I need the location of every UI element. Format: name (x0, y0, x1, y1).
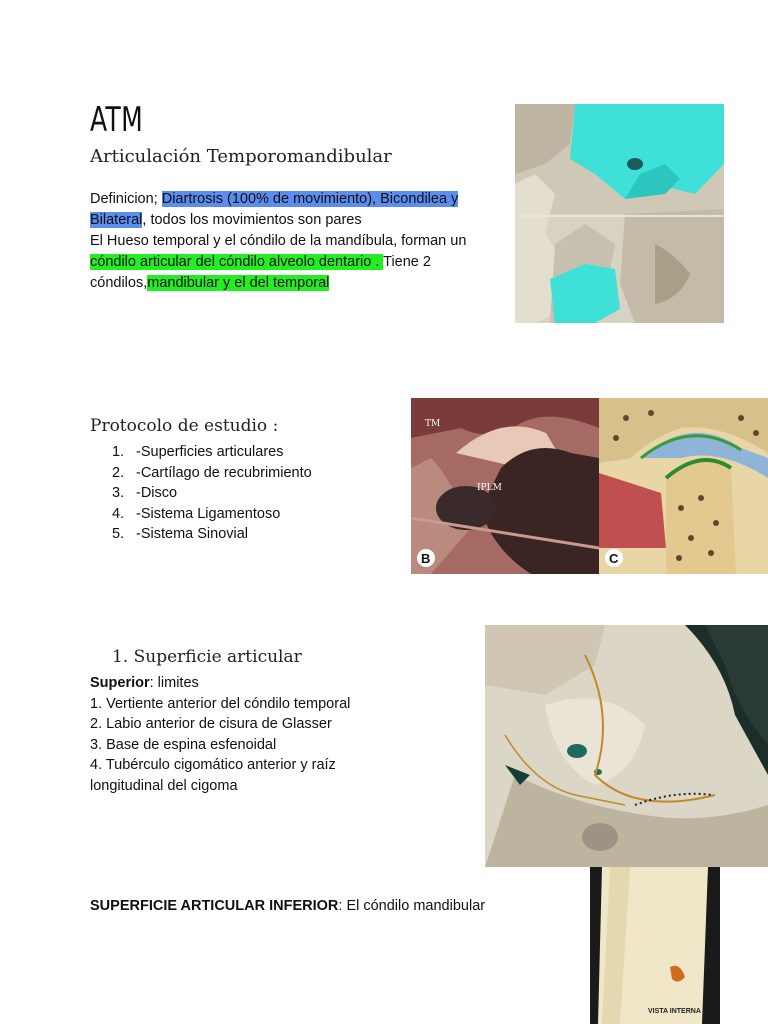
intro-text: El Hueso temporal y el cóndilo de la mandíbula, forman un (90, 233, 467, 249)
list-item: 3. Base de espina esfenoidal (90, 736, 277, 753)
list-item: longitudinal del cigoma (90, 777, 238, 794)
highlight-blue: Diartrosis (100% de movimiento), Bicondilea y (161, 191, 459, 207)
superior-label: Superior (90, 675, 150, 691)
figure-joint-section (411, 398, 768, 574)
figure-skull-base (485, 625, 768, 867)
label-iplm: IPLM (477, 483, 502, 493)
label-tm: TM (425, 419, 441, 429)
list-item: 5. -Sistema Sinovial (112, 526, 249, 542)
figure-skull-temporal (515, 104, 724, 323)
list-item: 2. Labio anterior de cisura de Glasser (90, 716, 332, 732)
protocol-title: Protocolo de estudio : (90, 416, 279, 436)
list-item: 2. -Cartílago de recubrimiento (112, 464, 312, 481)
list-item: 4. Tubérculo cigomático anterior y raíz (90, 757, 336, 773)
intro-text: Tiene 2 (383, 254, 431, 270)
list-item: 1. -Superficies articulares (112, 444, 284, 460)
figure-mandible-internal (590, 867, 720, 1024)
list-item: 4. -Sistema Ligamentoso (112, 505, 281, 522)
label-b: B (421, 551, 431, 566)
list-item: 3. -Disco (112, 485, 178, 501)
section-title: 1. Superficie articular (112, 647, 302, 667)
definition-prefix: Definicion; (90, 191, 162, 207)
protocol-list (112, 442, 312, 545)
label-c: C (609, 551, 619, 566)
inferior-surface-text: SUPERFICIE ARTICULAR INFERIOR: El cóndilo mandibular (90, 898, 486, 914)
intro-text: cóndilos, (90, 275, 148, 291)
highlight-green: mandibular y el del temporal (147, 275, 330, 291)
list-item: 1. Vertiente anterior del cóndilo temporal (90, 695, 351, 712)
intro-text: , todos los movimientos son pares (142, 212, 362, 228)
highlight-blue: Bilateral (90, 212, 143, 228)
intro-paragraph (90, 189, 490, 294)
highlight-green: cóndilo articular del cóndilo alveolo dentario . (90, 254, 384, 270)
superior-list: Superior: limites 1. Vertiente anterior del cóndilo temporal 2. Labio anterior de cisura de Glasser 3. Base de espina esfenoidal 4. Tubérculo cigomático anterior y raíz longitudinal del cigoma (90, 673, 390, 796)
figure-caption: VISTA INTERNA (648, 1008, 701, 1015)
page-title: ATM (90, 100, 144, 140)
page-subtitle: Articulación Temporomandibular (90, 146, 392, 167)
inferior-label: SUPERFICIE ARTICULAR INFERIOR (90, 898, 339, 914)
